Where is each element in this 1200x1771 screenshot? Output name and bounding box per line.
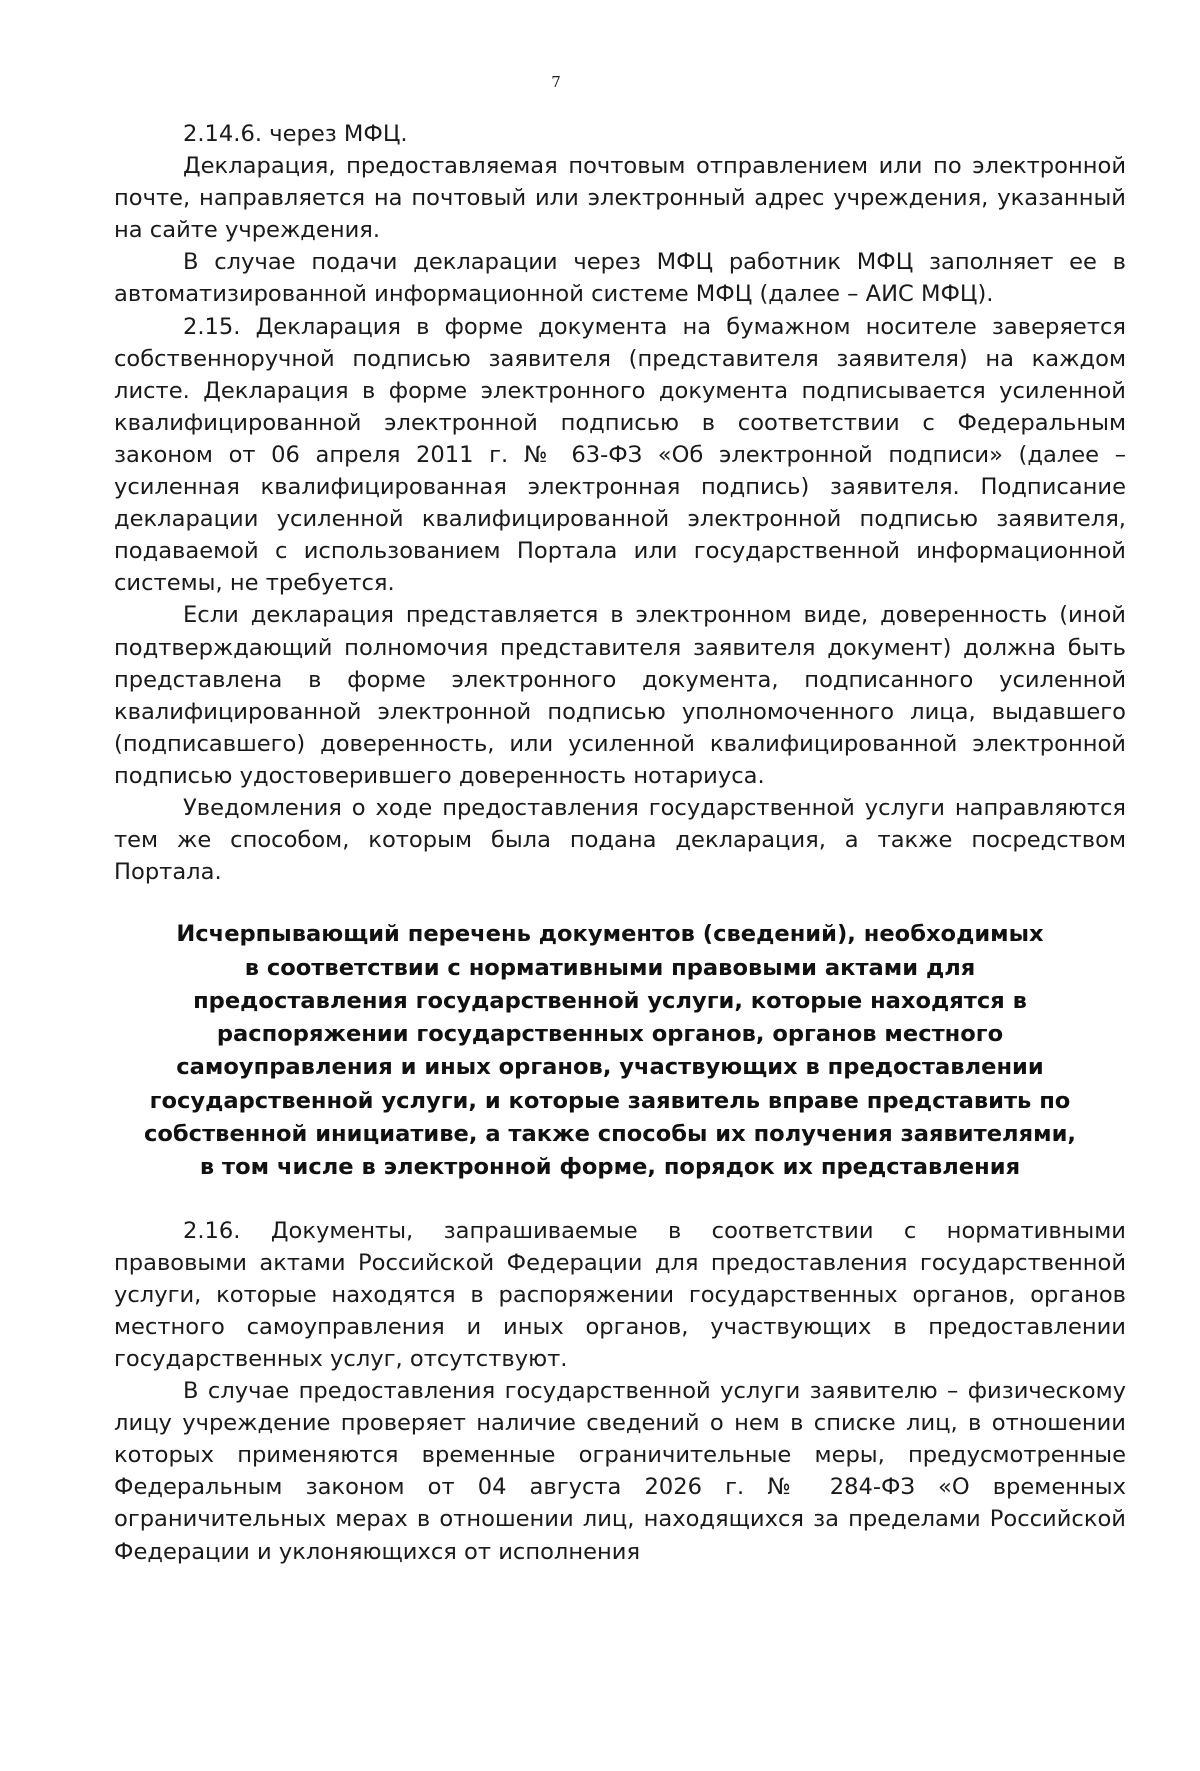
page-number: 7 xyxy=(551,73,561,91)
section-heading-line: распоряжении государственных органов, органов местного xyxy=(216,1021,1004,1048)
section-heading-line: собственной инициативе, а также способы их получения заявителями, xyxy=(143,1121,1076,1148)
paragraph-2-16: 2.16. Документы, запрашиваемые в соответствии с нормативными правовыми актами Российской Федерации для предоставления государственной услуги, которые находятся в распоряжении государственных органов, органов местного самоуправления и иных органов, участвующих в предоставлении государственных услуг, отсутствуют. xyxy=(114,1217,1126,1372)
paragraph-mfc-submission: В случае подачи декларации через МФЦ работник МФЦ заполняет ее в автоматизированной информационной системе МФЦ (далее – АИС МФЦ). xyxy=(114,249,1126,308)
paragraph-restrictive-measures: В случае предоставления государственной услуги заявителю – физическому лицу учреждение проверяет наличие сведений о нем в списке лиц, в отношении которых применяются временные ограничительные меры, предусмотренные Федеральным законом от 04 августа 2026 г. № 284-ФЗ «О временных ограничительных мерах в отношении лиц, находящихся за пределами Российской Федерации и уклоняющихся от исполнения xyxy=(114,1378,1126,1565)
section-heading-line: самоуправления и иных органов, участвующих в предоставлении xyxy=(176,1054,1044,1081)
section-heading-line: предоставления государственной услуги, которые находятся в xyxy=(193,987,1027,1014)
paragraph-notifications: Уведомления о ходе предоставления государственной услуги направляются тем же способом, которым была подана декларация, а также посредством Портала. xyxy=(114,794,1126,886)
section-heading-line: Исчерпывающий перечень документов (сведений), необходимых xyxy=(176,921,1044,948)
section-heading-line: в том числе в электронной форме, порядок их представления xyxy=(199,1154,1021,1181)
paragraph-declaration-mail: Декларация, предоставляемая почтовым отправлением или по электронной почте, направляется на почтовый или электронный адрес учреждения, указанный на сайте учреждения. xyxy=(114,153,1126,244)
section-heading-line: в соответствии с нормативными правовыми актами для xyxy=(244,954,976,981)
section-heading-line: государственной услуги, и которые заявитель вправе представить по xyxy=(149,1087,1071,1114)
paragraph-electronic-power-of-attorney: Если декларация представляется в электронном виде, доверенность (иной подтверждающий полномочия представителя заявителя документ) должна быть представлена в форме электронного документа, подписанного усиленной квалифицированной электронной подписью уполномоченного лица, выдавшего (подписавшего) доверенность, или усиленной квалифицированной электронной подписью удостоверившего доверенность нотариуса. xyxy=(114,602,1126,789)
paragraph-2-14-6: 2.14.6. через МФЦ. xyxy=(183,121,408,147)
page-body xyxy=(114,118,1126,1568)
section-heading xyxy=(114,918,1106,1184)
paragraph-2-15: 2.15. Декларация в форме документа на бумажном носителе заверяется собственноручной подписью заявителя (представителя заявителя) на каждом листе. Декларация в форме электронного документа подписывается усиленной квалифицированной электронной подписью в соответствии с Федеральным законом от 06 апреля 2011 г. № 63-ФЗ «Об электронной подписи» (далее – усиленная квалифицированная электронная подпись) заявителя. Подписание декларации усиленной квалифицированной электронной подписью заявителя, подаваемой с использованием Портала или государственной информационной системы, не требуется. xyxy=(114,313,1126,597)
